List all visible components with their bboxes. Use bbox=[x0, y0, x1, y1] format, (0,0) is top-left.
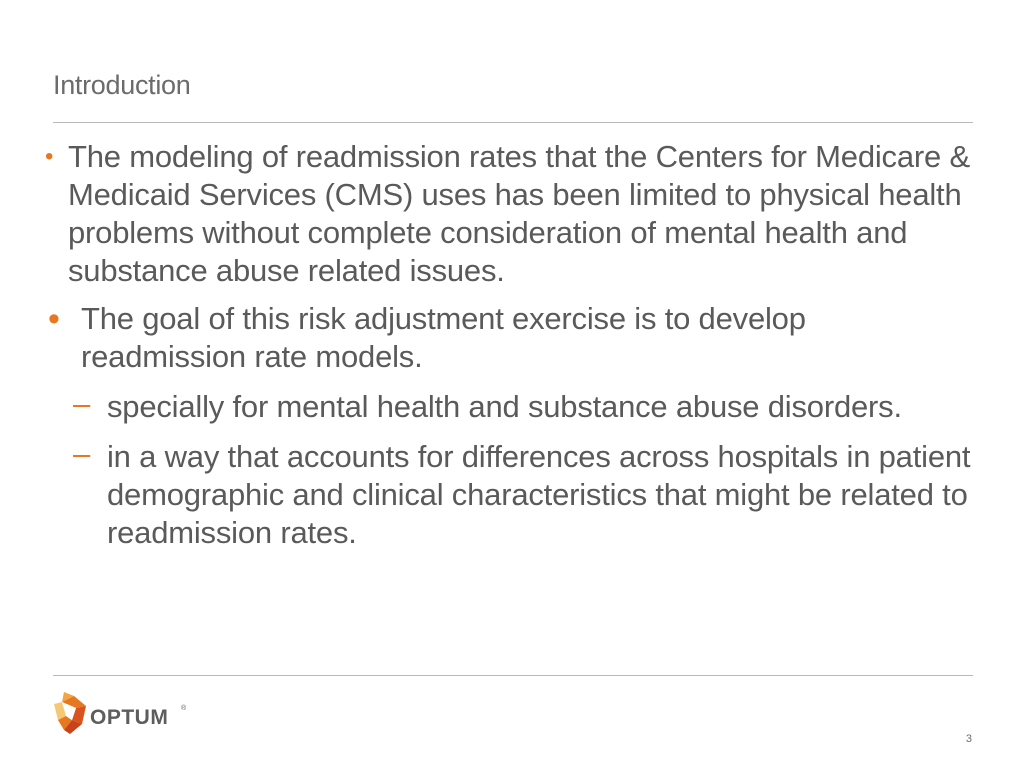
slide-body bbox=[45, 138, 975, 552]
bullet-text: The goal of this risk adjustment exercise is to develop readmission rate models. bbox=[81, 301, 806, 374]
bullet-marker: • bbox=[48, 300, 60, 338]
bullet-text: The modeling of readmission rates that the Centers for Medicare & Medicaid Services (CMS) uses has been limited to physical health problems without complete consideration of mental health and substance abuse related issues. bbox=[68, 139, 970, 288]
logo-registered-mark: ® bbox=[181, 705, 187, 712]
optum-logo-icon bbox=[52, 690, 88, 734]
sub-bullet-item bbox=[45, 388, 975, 426]
bullet-item bbox=[45, 300, 975, 376]
bullet-item bbox=[45, 138, 975, 290]
sub-bullet-text: in a way that accounts for differences across hospitals in patient demographic and clinical characteristics that might be related to readmission rates. bbox=[107, 439, 971, 550]
logo-wordmark: OPTUM bbox=[90, 706, 169, 729]
slide-title: Introduction bbox=[53, 70, 191, 100]
optum-logo bbox=[52, 688, 192, 736]
sub-bullet-marker: – bbox=[73, 386, 91, 421]
sub-bullet-item bbox=[45, 438, 975, 552]
title-divider bbox=[53, 122, 973, 123]
page-number: 3 bbox=[965, 733, 972, 745]
sub-bullet-marker: – bbox=[73, 436, 91, 471]
footer-divider bbox=[53, 675, 973, 676]
sub-bullet-text: specially for mental health and substance abuse disorders. bbox=[107, 389, 902, 424]
bullet-marker: • bbox=[45, 143, 54, 170]
